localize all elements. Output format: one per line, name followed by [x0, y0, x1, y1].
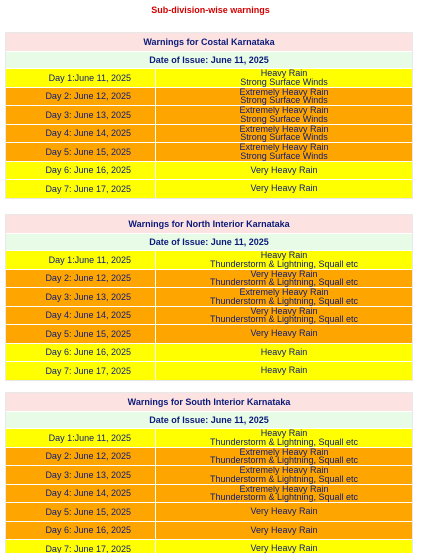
table-row: [6, 161, 412, 180]
warning-cell: [156, 522, 412, 540]
day-cell: Day 1:June 11, 2025: [6, 69, 156, 87]
warning-text: Thunderstorm & Lightning, Squall etc: [209, 277, 359, 288]
table-row: [6, 287, 412, 306]
warning-cell: [156, 466, 412, 484]
warning-cell: [156, 429, 412, 447]
warning-cell: [156, 325, 412, 343]
warning-text: Extremely Heavy Rain: [239, 86, 329, 97]
warning-cell: [156, 288, 412, 306]
warning-cell: [156, 448, 412, 466]
warning-text: Heavy Rain: [260, 346, 308, 357]
section-north-interior-karnataka: [5, 214, 413, 381]
table-row: [6, 539, 412, 553]
warning-cell: [156, 503, 412, 521]
warning-text: Thunderstorm & Lightning, Squall etc: [209, 436, 359, 447]
table-row: [6, 68, 412, 87]
warning-text: Thunderstorm & Lightning, Squall etc: [209, 295, 359, 306]
day-cell: Day 3: June 13, 2025: [6, 106, 156, 124]
date-of-issue: Date of Issue: June 11, 2025: [6, 412, 412, 428]
day-cell: Day 2: June 12, 2025: [6, 88, 156, 106]
day-cell: Day 4: June 14, 2025: [6, 485, 156, 503]
day-cell: Day 4: June 14, 2025: [6, 307, 156, 325]
warning-text: Very Heavy Rain: [250, 305, 318, 316]
warning-text: Thunderstorm & Lightning, Squall etc: [209, 258, 359, 269]
warning-cell: [156, 270, 412, 288]
day-cell: Day 7: June 17, 2025: [6, 180, 156, 198]
warning-cell: [156, 69, 412, 87]
warning-text: Very Heavy Rain: [250, 543, 318, 553]
table-row: [6, 306, 412, 325]
warning-text: Very Heavy Rain: [250, 268, 318, 279]
warning-cell: [156, 162, 412, 180]
day-cell: Day 5: June 15, 2025: [6, 503, 156, 521]
warning-cell: [156, 143, 412, 161]
day-cell: Day 5: June 15, 2025: [6, 325, 156, 343]
warning-rows: [6, 250, 412, 380]
section-costal-karnataka: [5, 32, 413, 199]
table-row: [6, 521, 412, 540]
page-title: Sub-division-wise warnings: [151, 5, 270, 15]
warning-text: Strong Surface Winds: [240, 76, 328, 87]
day-cell: Day 6: June 16, 2025: [6, 344, 156, 362]
table-row: [6, 142, 412, 161]
warning-text: Heavy Rain: [260, 250, 308, 261]
warning-cell: [156, 307, 412, 325]
day-cell: Day 5: June 15, 2025: [6, 143, 156, 161]
day-cell: Day 2: June 12, 2025: [6, 448, 156, 466]
day-cell: Day 4: June 14, 2025: [6, 125, 156, 143]
table-row: [6, 361, 412, 380]
warning-cell: [156, 485, 412, 503]
warning-text: Thunderstorm & Lightning, Squall etc: [209, 492, 359, 503]
warning-text: Very Heavy Rain: [250, 328, 318, 339]
warning-text: Extremely Heavy Rain: [239, 465, 329, 476]
table-row: [6, 105, 412, 124]
warning-rows: [6, 428, 412, 553]
table-row: [6, 269, 412, 288]
table-row: [6, 87, 412, 106]
table-row: [6, 428, 412, 447]
day-cell: Day 7: June 17, 2025: [6, 540, 156, 553]
warning-text: Extremely Heavy Rain: [239, 142, 329, 153]
warning-text: Strong Surface Winds: [240, 95, 328, 106]
warning-cell: [156, 125, 412, 143]
warning-cell: [156, 88, 412, 106]
warning-text: Heavy Rain: [260, 68, 308, 79]
warning-text: Strong Surface Winds: [240, 132, 328, 143]
table-row: [6, 502, 412, 521]
warning-cell: [156, 251, 412, 269]
warning-cell: [156, 540, 412, 553]
warning-text: Extremely Heavy Rain: [239, 105, 329, 116]
table-row: [6, 447, 412, 466]
warning-cell: [156, 344, 412, 362]
date-of-issue: Date of Issue: June 11, 2025: [6, 52, 412, 68]
day-cell: Day 7: June 17, 2025: [6, 362, 156, 380]
warning-text: Extremely Heavy Rain: [239, 123, 329, 134]
warning-text: Extremely Heavy Rain: [239, 446, 329, 457]
day-cell: Day 3: June 13, 2025: [6, 466, 156, 484]
warning-cell: [156, 106, 412, 124]
warning-text: Heavy Rain: [260, 365, 308, 376]
table-row: [6, 179, 412, 198]
warning-text: Thunderstorm & Lightning, Squall etc: [209, 473, 359, 484]
day-cell: Day 1:June 11, 2025: [6, 251, 156, 269]
table-row: [6, 124, 412, 143]
table-row: [6, 250, 412, 269]
date-of-issue: Date of Issue: June 11, 2025: [6, 234, 412, 250]
warning-cell: [156, 362, 412, 380]
warning-text: Very Heavy Rain: [250, 524, 318, 535]
warning-text: Strong Surface Winds: [240, 113, 328, 124]
warning-text: Strong Surface Winds: [240, 150, 328, 161]
warning-text: Extremely Heavy Rain: [239, 483, 329, 494]
day-cell: Day 6: June 16, 2025: [6, 522, 156, 540]
section-title: Warnings for North Interior Karnataka: [6, 215, 412, 234]
table-row: [6, 484, 412, 503]
section-title: Warnings for Costal Karnataka: [6, 33, 412, 52]
warning-text: Very Heavy Rain: [250, 506, 318, 517]
day-cell: Day 3: June 13, 2025: [6, 288, 156, 306]
warning-text: Extremely Heavy Rain: [239, 287, 329, 298]
warning-text: Very Heavy Rain: [250, 164, 318, 175]
warning-rows: [6, 68, 412, 198]
day-cell: Day 6: June 16, 2025: [6, 162, 156, 180]
warning-text: Thunderstorm & Lightning, Squall etc: [209, 314, 359, 325]
warning-text: Very Heavy Rain: [250, 183, 318, 194]
warning-text: Heavy Rain: [260, 428, 308, 439]
table-row: [6, 465, 412, 484]
day-cell: Day 2: June 12, 2025: [6, 270, 156, 288]
section-south-interior-karnataka: [5, 392, 413, 553]
day-cell: Day 1:June 11, 2025: [6, 429, 156, 447]
warning-text: Thunderstorm & Lightning, Squall etc: [209, 455, 359, 466]
table-row: [6, 324, 412, 343]
section-title: Warnings for South Interior Karnataka: [6, 393, 412, 412]
warning-cell: [156, 180, 412, 198]
table-row: [6, 343, 412, 362]
